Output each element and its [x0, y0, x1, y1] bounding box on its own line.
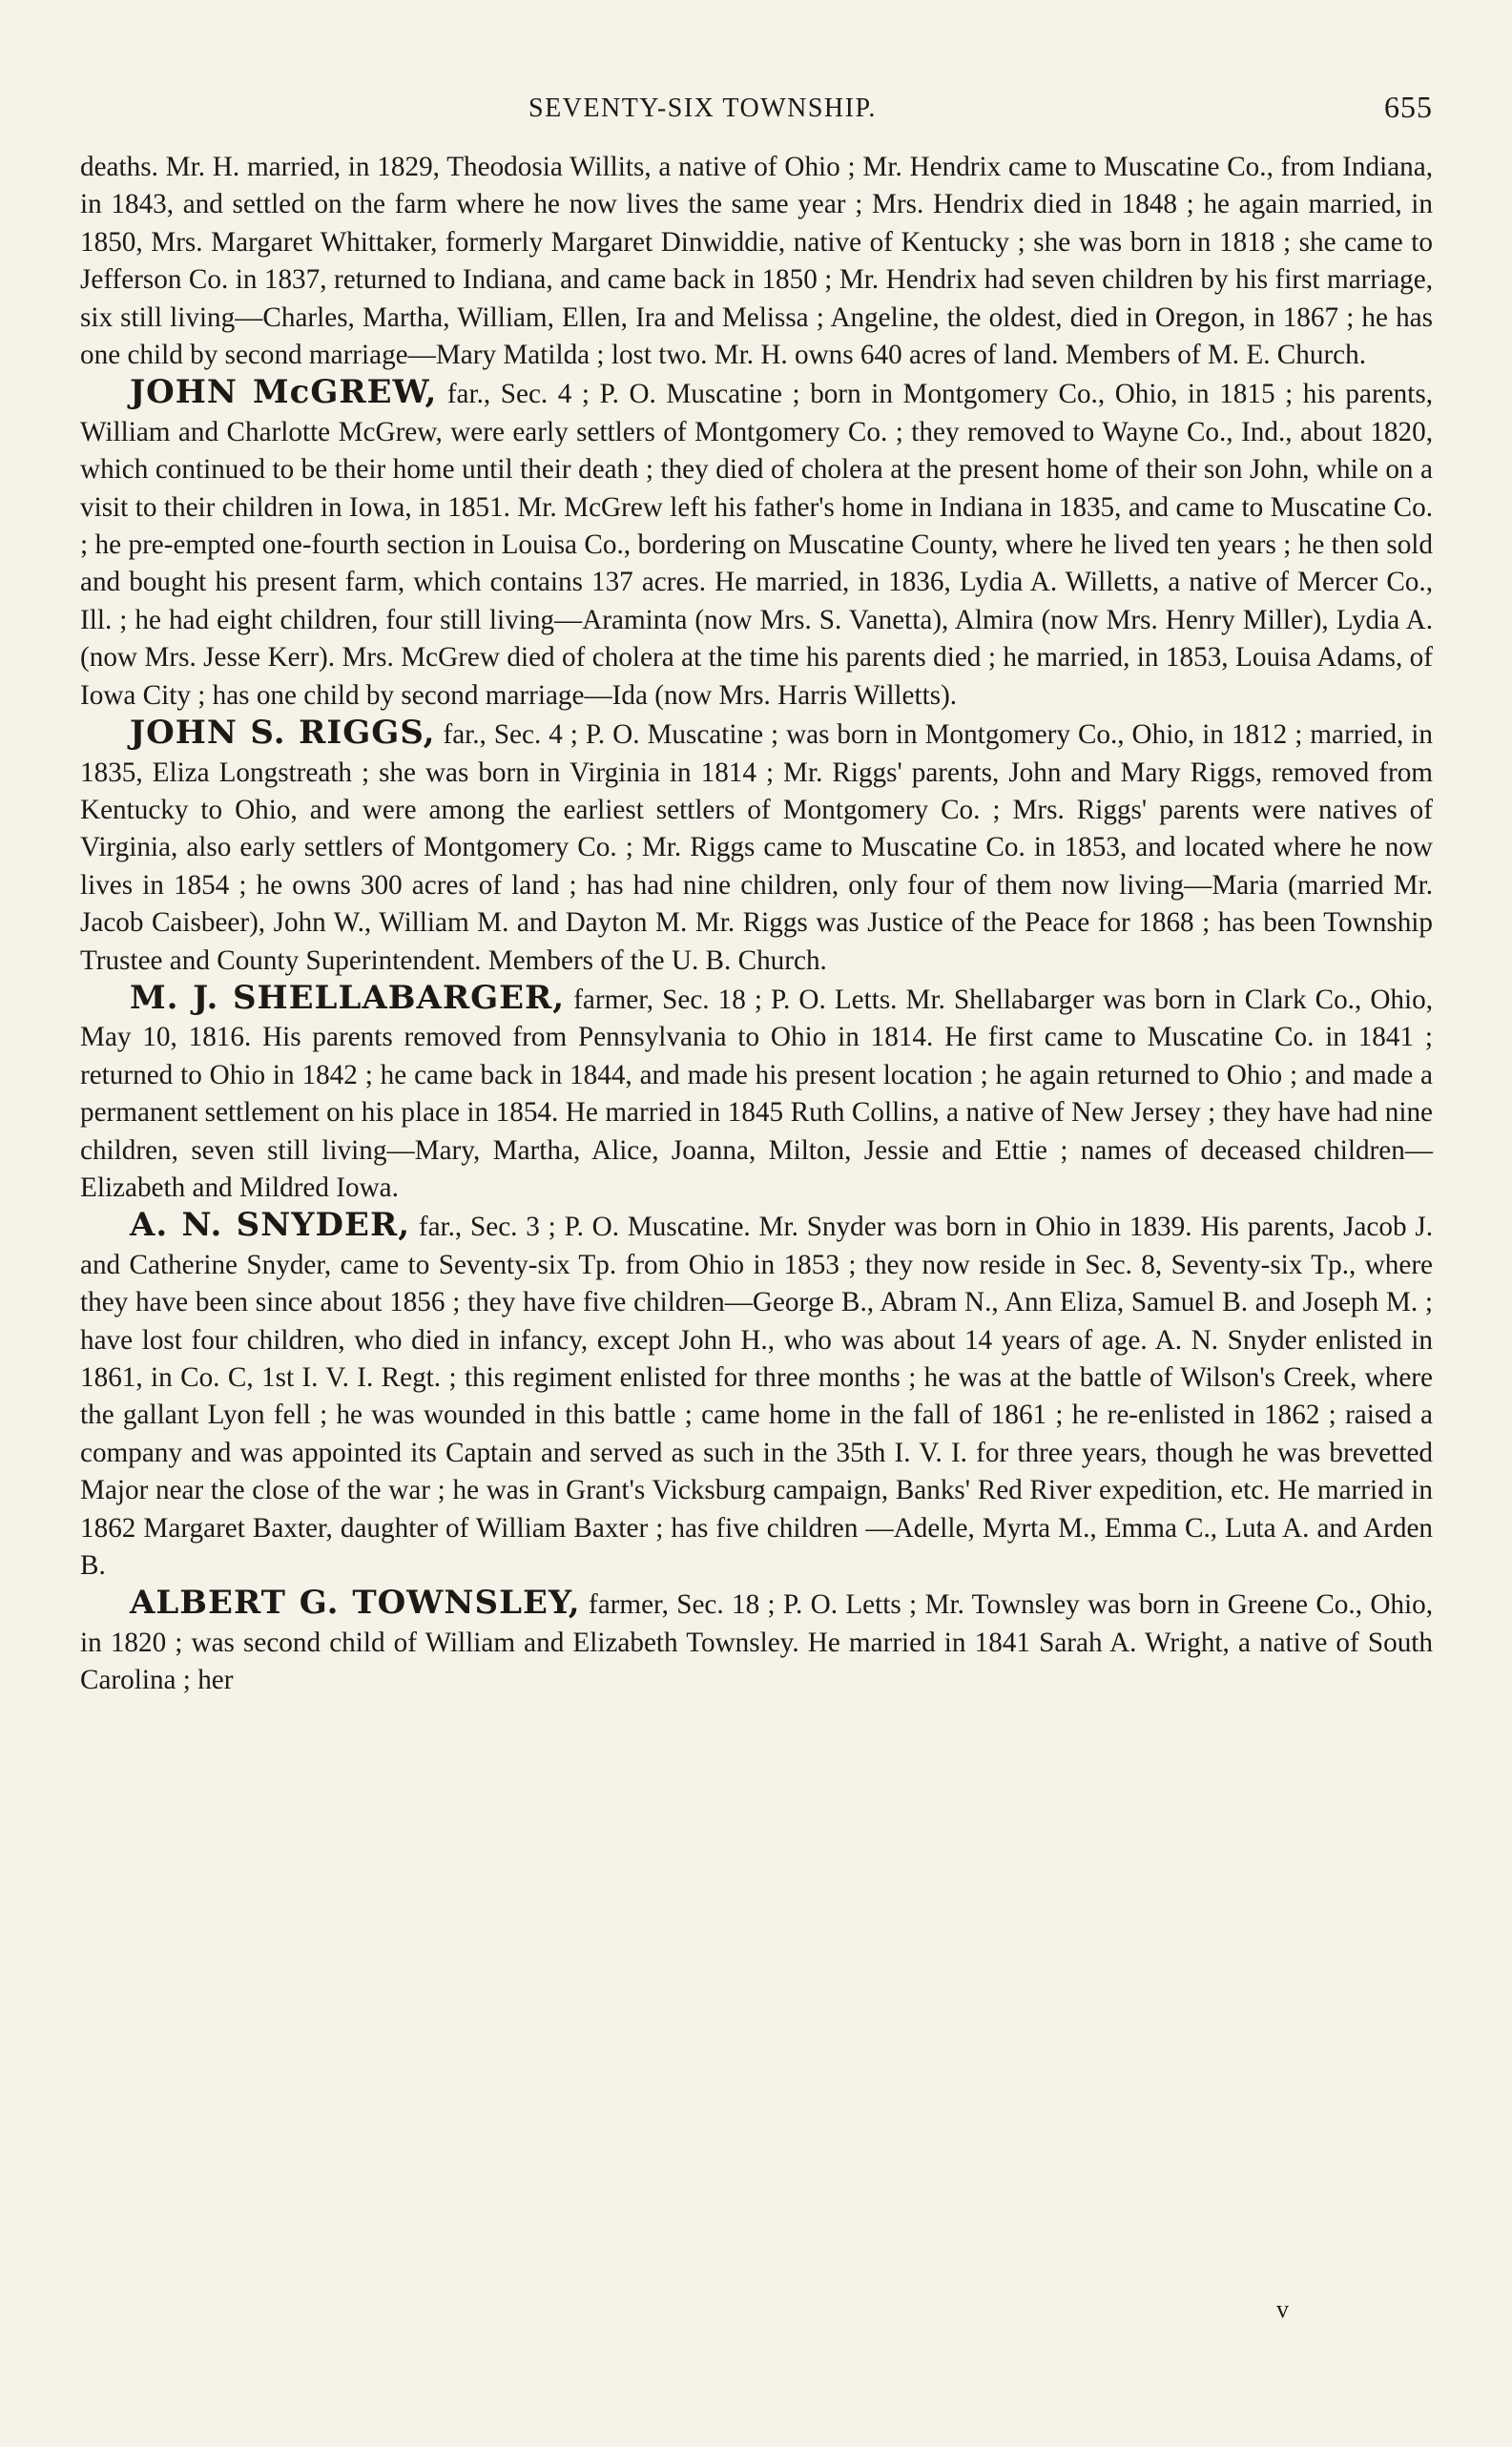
- entry-name: M. J. SHELLABARGER,: [130, 978, 566, 1017]
- entry-text: far., Sec. 4 ; P. O. Muscatine ; born in Montgomery Co., Ohio, in 1815 ; his parents, William and Charlotte McGrew, were early settlers of Montgomery Co. ; they removed to Wayne Co., Ind., about 1820, which continued to be their home until their death ; they died of cholera at the present home of their son John, while on a visit to their children in Iowa, in 1851. Mr. McGrew left his father's home in Indiana in 1835, and came to Muscatine Co. ; he pre-empted one-fourth section in Louisa Co., bordering on Muscatine County, where he lived ten years ; he then sold and bought his present farm, which contains 137 acres. He married, in 1836, Lydia A. Willetts, a native of Mercer Co., Ill. ; he had eight children, four still living—Araminta (now Mrs. S. Vanetta), Almira (now Mrs. Henry Miller), Lydia A. (now Mrs. Jesse Kerr). Mrs. McGrew died of cholera at the time his parents died ; he married, in 1853, Louisa Adams, of Iowa City ; has one child by second marriage—Ida (now Mrs. Harris Willetts).: [80, 379, 1433, 711]
- signature-mark: v: [1276, 2295, 1289, 2323]
- entry-name: ALBERT G. TOWNSLEY,: [130, 1584, 581, 1623]
- page-number: 655: [1384, 90, 1433, 124]
- biography-entry-continuation: [80, 149, 1433, 374]
- entry-text: deaths. Mr. H. married, in 1829, Theodosia Willits, a native of Ohio ; Mr. Hendrix came to Muscatine Co., from Indiana, in 1843, and settled on the farm where he now lives the same year ; Mrs. Hendrix died in 1848 ; he again married, in 1850, Mrs. Margaret Whittaker, formerly Margaret Dinwiddie, native of Kentucky ; she was born in 1818 ; she came to Jefferson Co. in 1837, returned to Indiana, and came back in 1850 ; Mr. Hendrix had seven children by his first marriage, six still living—Charles, Martha, William, Ellen, Ira and Melissa ; Angeline, the oldest, died in Oregon, in 1867 ; he has one child by second marriage—Mary Matilda ; lost two. Mr. H. owns 640 acres of land. Members of M. E. Church.: [80, 152, 1433, 371]
- entry-name: JOHN McGREW,: [130, 373, 438, 412]
- body-text: [80, 149, 1433, 1700]
- biography-entry-snyder: [80, 1207, 1433, 1585]
- book-page: [80, 86, 1433, 1700]
- running-title: SEVENTY-SIX TOWNSHIP.: [528, 93, 877, 123]
- biography-entry-shellabarger: [80, 980, 1433, 1207]
- entry-text: far., Sec. 3 ; P. O. Muscatine. Mr. Snyder was born in Ohio in 1839. His parents, Jacob J. and Catherine Snyder, came to Seventy-six Tp. from Ohio in 1853 ; they now reside in Sec. 8, Seventy-six Tp., where they have been since about 1856 ; they have five children—George B., Abram N., Ann Eliza, Samuel B. and Joseph M. ; have lost four children, who died in infancy, except John H., who was about 14 years of age. A. N. Snyder enlisted in 1861, in Co. C, 1st I. V. I. Regt. ; this regiment enlisted for three months ; he was at the battle of Wilson's Creek, where the gallant Lyon fell ; he was wounded in this battle ; came home in the fall of 1861 ; he re-enlisted in 1862 ; raised a company and was appointed its Captain and served as such in the 35th I. V. I. for three years, though he was brevetted Major near the close of the war ; he was in Grant's Vicksburg campaign, Banks' Red River expedition, etc. He married in 1862 Margaret Baxter, daughter of William Baxter ; has five children —Adelle, Myrta M., Emma C., Luta A. and Arden B.: [80, 1212, 1433, 1582]
- biography-entry-townsley: [80, 1585, 1433, 1699]
- biography-entry-mcgrew: [80, 374, 1433, 715]
- entry-name: A. N. SNYDER,: [130, 1206, 411, 1245]
- running-head: [80, 86, 1433, 132]
- biography-entry-riggs: [80, 715, 1433, 980]
- entry-text: farmer, Sec. 18 ; P. O. Letts ; Mr. Townsley was born in Greene Co., Ohio, in 1820 ; was second child of William and Elizabeth Townsley. He married in 1841 Sarah A. Wright, a native of South Carolina ; her: [80, 1589, 1434, 1696]
- entry-text: far., Sec. 4 ; P. O. Muscatine ; was born in Montgomery Co., Ohio, in 1812 ; married, in 1835, Eliza Longstreath ; she was born in Virginia in 1814 ; Mr. Riggs' parents, John and Mary Riggs, removed from Kentucky to Ohio, and were among the earliest settlers of Montgomery Co. ; Mrs. Riggs' parents were natives of Virginia, also early settlers of Montgomery Co. ; Mr. Riggs came to Muscatine Co. in 1853, and located where he now lives in 1854 ; he owns 300 acres of land ; has had nine children, only four of them now living—Maria (married Mr. Jacob Caisbeer), John W., William M. and Dayton M. Mr. Riggs was Justice of the Peace for 1868 ; has been Township Trustee and County Superintendent. Members of the U. B. Church.: [80, 719, 1434, 976]
- entry-text: farmer, Sec. 18 ; P. O. Letts. Mr. Shellabarger was born in Clark Co., Ohio, May 10, 1816. His parents removed from Pennsylvania to Ohio in 1814. He first came to Muscatine Co. in 1841 ; returned to Ohio in 1842 ; he came back in 1844, and made his present location ; he again returned to Ohio ; and made a permanent settlement on his place in 1854. He married in 1845 Ruth Collins, a native of New Jersey ; they have had nine children, seven still living—Mary, Martha, Alice, Joanna, Milton, Jessie and Ettie ; names of deceased children—Elizabeth and Mildred Iowa.: [80, 984, 1433, 1203]
- entry-name: JOHN S. RIGGS,: [130, 714, 436, 753]
